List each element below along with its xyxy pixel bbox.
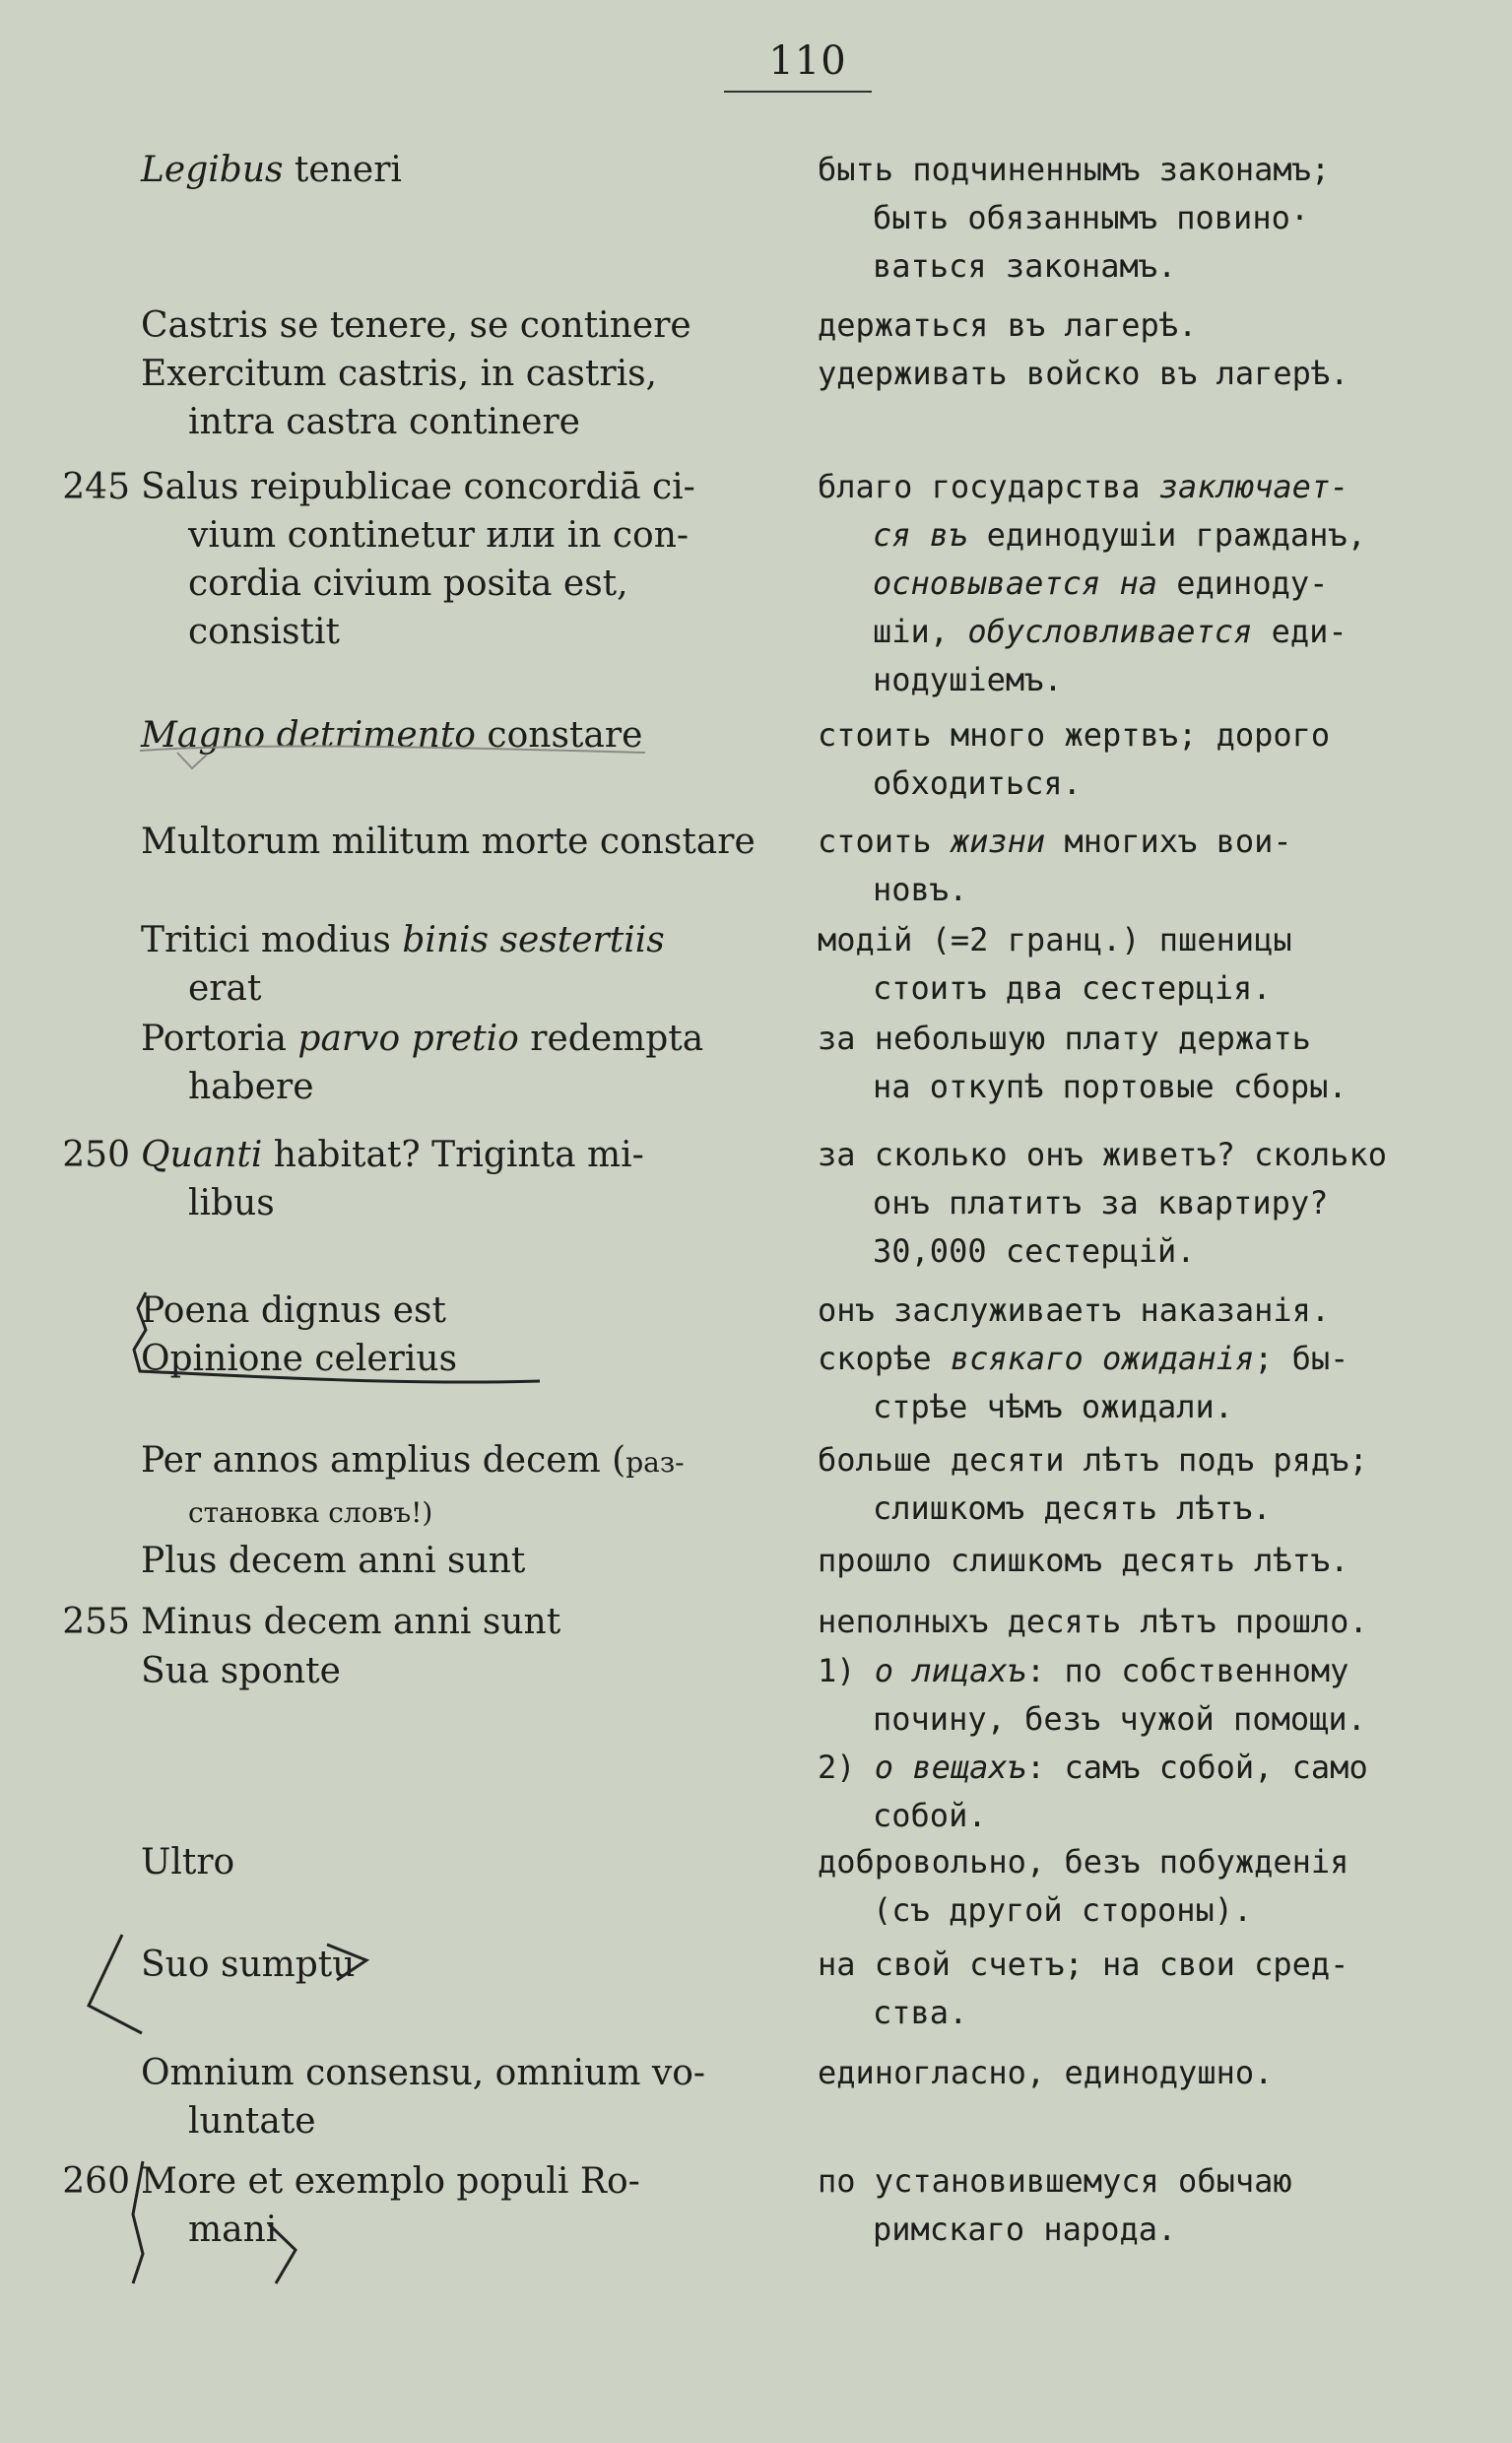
russian-line: собой. — [873, 1797, 987, 1834]
russian-line: онъ заслуживаетъ наказанія. — [818, 1291, 1331, 1329]
russian-translation — [818, 2157, 1448, 2254]
russian-line: новъ. — [873, 871, 968, 908]
russian-translation — [818, 1647, 1448, 1840]
latin-phrase — [141, 1015, 781, 1111]
russian-translation — [818, 350, 1448, 398]
russian-line: обходиться. — [873, 764, 1082, 802]
latin-line: становка словъ!) — [188, 1496, 433, 1529]
russian-line: за сколько онъ живетъ? сколько — [818, 1136, 1387, 1173]
latin-line: mani — [188, 2210, 278, 2250]
russian-line: 1) о лицахъ: по собственному — [818, 1652, 1349, 1689]
line-number: 260 — [62, 2161, 130, 2202]
pencil-bracket-more — [94, 2155, 330, 2293]
russian-line: быть обязаннымъ повино· — [873, 199, 1310, 236]
russian-line: больше десяти лѣтъ подъ рядъ; — [818, 1441, 1368, 1479]
russian-translation — [818, 1287, 1448, 1335]
russian-line: (съ другой стороны). — [873, 1891, 1253, 1929]
latin-line: Omnium consensu, omnium vo- — [141, 2053, 706, 2093]
latin-phrase — [141, 146, 781, 194]
latin-line: libus — [188, 1183, 275, 1223]
page-number: 110 — [768, 38, 847, 84]
russian-line: римскаго народа. — [873, 2211, 1177, 2248]
latin-line: Poena dignus est — [141, 1290, 446, 1331]
russian-line: 30,000 сестерцій. — [873, 1232, 1196, 1270]
latin-line: cordia civium posita est, — [188, 563, 628, 604]
latin-line: erat — [188, 968, 262, 1009]
latin-line: vium continetur или in con- — [188, 515, 690, 556]
latin-line: habere — [188, 1067, 314, 1107]
russian-line: стоитъ два сестерція. — [873, 969, 1272, 1007]
russian-translation — [818, 2049, 1448, 2097]
russian-translation — [818, 1131, 1448, 1276]
pencil-bracket-suo — [71, 1931, 406, 2039]
russian-translation — [818, 1537, 1448, 1585]
russian-line: 2) о вещахъ: самъ собой, само — [818, 1749, 1368, 1786]
russian-translation — [818, 146, 1448, 291]
latin-phrase — [141, 1838, 781, 1886]
russian-line: слишкомъ десять лѣтъ. — [873, 1489, 1272, 1527]
russian-line: по установившемуся обычаю — [818, 2162, 1292, 2200]
line-number: 250 — [62, 1135, 130, 1175]
russian-translation — [818, 1598, 1448, 1646]
pencil-underline-magno — [138, 737, 650, 776]
russian-translation — [818, 1838, 1448, 1935]
russian-line: держаться въ лагерѣ. — [818, 306, 1198, 344]
latin-phrase — [141, 1598, 781, 1646]
russian-translation — [818, 916, 1448, 1013]
russian-line: неполныхъ десять лѣтъ прошло. — [818, 1603, 1368, 1640]
russian-line: благо государства заключает- — [818, 468, 1349, 505]
russian-line: стрѣе чѣмъ ожидали. — [873, 1388, 1234, 1425]
russian-line: скорѣе всякаго ожиданія; бы- — [818, 1340, 1349, 1377]
russian-line: за небольшую плату держать — [818, 1020, 1311, 1057]
russian-line: модій (=2 гранц.) пшеницы — [818, 921, 1292, 958]
latin-phrase — [141, 1647, 781, 1695]
russian-translation — [818, 818, 1448, 914]
latin-line: Tritici modius binis sestertiis — [141, 920, 665, 960]
russian-line: добровольно, безъ побужденія — [818, 1843, 1349, 1881]
russian-line: ваться законамъ. — [873, 247, 1177, 285]
latin-line: luntate — [188, 2101, 316, 2142]
latin-line: Ultro — [141, 1842, 235, 1882]
latin-line: Portoria parvo pretio redempta — [141, 1019, 704, 1059]
russian-line: на свой счетъ; на свои сред- — [818, 1946, 1349, 1983]
line-number: 255 — [62, 1602, 130, 1642]
latin-phrase — [141, 2049, 781, 2146]
russian-line: почину, безъ чужой помощи. — [873, 1700, 1366, 1738]
latin-phrase — [141, 916, 781, 1013]
russian-translation — [818, 301, 1448, 350]
latin-line: Magno detrimento constare — [141, 715, 643, 756]
line-number: 245 — [62, 467, 130, 507]
latin-line: Plus decem anni sunt — [141, 1541, 526, 1581]
russian-translation — [818, 463, 1448, 704]
latin-line: Sua sponte — [141, 1651, 341, 1691]
latin-line: Opinione celerius — [141, 1339, 458, 1379]
latin-phrase — [141, 463, 781, 656]
russian-line: удерживать войско въ лагерѣ. — [818, 355, 1349, 392]
latin-line: consistit — [188, 612, 340, 652]
russian-line: ся въ единодушіи гражданъ, — [873, 516, 1366, 554]
latin-line: Minus decem anni sunt — [141, 1602, 561, 1642]
latin-line: Suo sumptu — [141, 1945, 356, 1985]
latin-line: Castris se tenere, se continere — [141, 305, 691, 346]
latin-line: Legibus teneri — [141, 150, 402, 190]
latin-phrase — [141, 1537, 781, 1585]
russian-translation — [818, 1941, 1448, 2037]
latin-phrase — [141, 1131, 781, 1227]
russian-line: быть подчиненнымъ законамъ; — [818, 151, 1331, 188]
russian-line: шіи, обусловливается еди- — [873, 613, 1348, 650]
russian-line: нодушіемъ. — [873, 661, 1063, 698]
russian-translation — [818, 1015, 1448, 1111]
russian-line: на откупѣ портовые сборы. — [873, 1068, 1348, 1105]
russian-line: прошло слишкомъ десять лѣтъ. — [818, 1542, 1349, 1579]
latin-line: Multorum militum morte constare — [141, 822, 756, 862]
latin-line: Per annos amplius decem (раз- — [141, 1440, 685, 1481]
latin-line: Quanti habitat? Triginta mi- — [141, 1135, 644, 1175]
russian-translation — [818, 1335, 1448, 1431]
russian-line: стоить жизни многихъ вои- — [818, 823, 1292, 860]
latin-line: More et exemplo populi Ro- — [141, 2161, 640, 2202]
russian-line: онъ платитъ за квартиру? — [873, 1184, 1329, 1222]
russian-line: ства. — [873, 1994, 968, 2031]
russian-translation — [818, 711, 1448, 808]
russian-line: единогласно, единодушно. — [818, 2054, 1274, 2091]
russian-line: основывается на единоду- — [873, 564, 1329, 602]
russian-translation — [818, 1436, 1448, 1533]
latin-phrase — [141, 350, 781, 446]
pencil-bracket-poena — [116, 1290, 550, 1399]
latin-phrase — [141, 1436, 781, 1537]
latin-line: Exercitum castris, in castris, — [141, 354, 658, 394]
latin-phrase — [141, 818, 781, 866]
page-number-rule — [724, 91, 872, 93]
latin-line: Salus reipublicae concordiā ci- — [141, 467, 695, 507]
russian-line: стоить много жертвъ; дорого — [818, 716, 1331, 754]
latin-line: intra castra continere — [188, 402, 580, 442]
latin-phrase — [141, 301, 781, 350]
